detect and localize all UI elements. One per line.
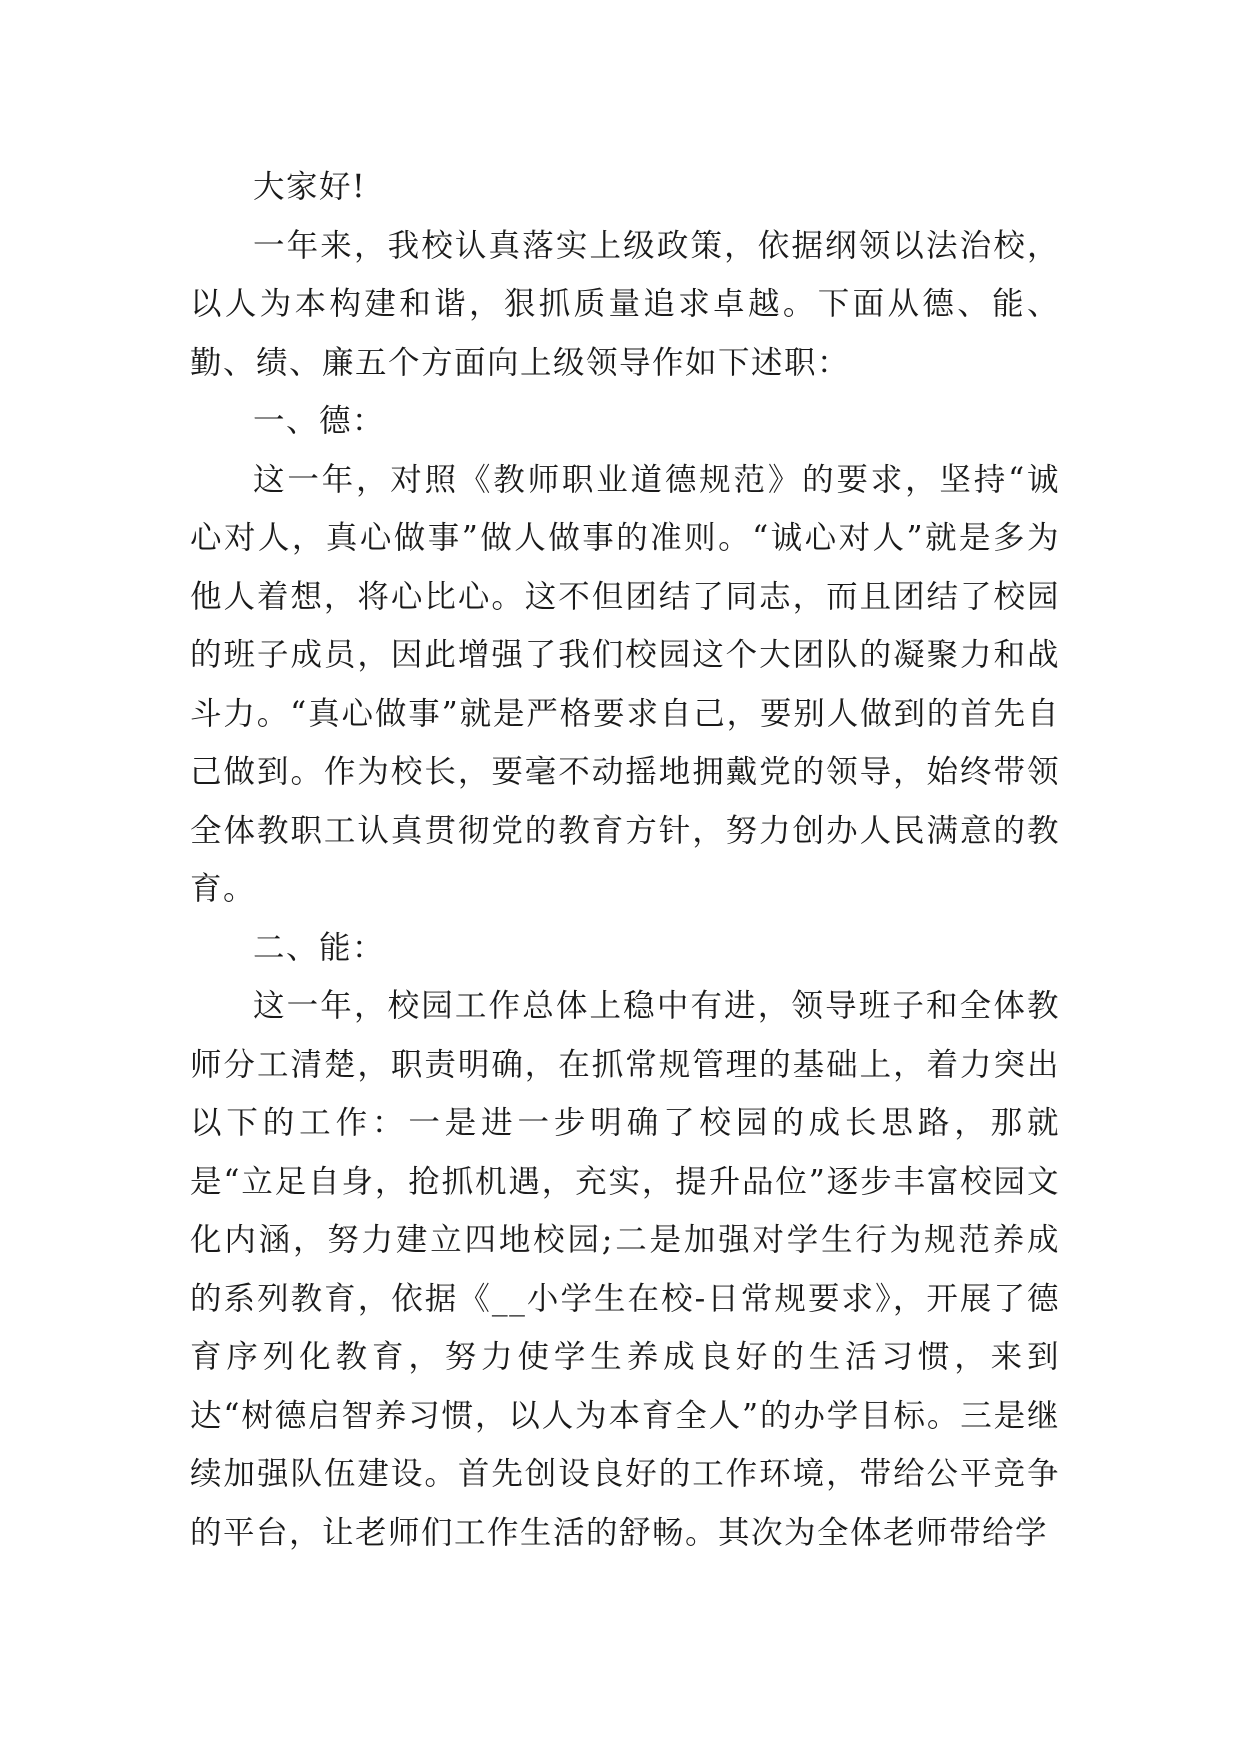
intro-paragraph: 一年来，我校认真落实上级政策，依据纲领以法治校，以人为本构建和谐，狠抓质量追求卓越。下面从德、能、勤、绩、廉五个方面向上级领导作如下述职： <box>190 227 1060 381</box>
section-heading-neng: 二、能： <box>253 929 386 966</box>
section-body-de: 这一年，对照《教师职业道德规范》的要求，坚持“诚心对人，真心做事”做人做事的准则。“诚心对人”就是多为他人着想，将心比心。这不但团结了同志，而且团结了校园的班子成员，因此增强了我们校园这个大团队的凝聚力和战斗力。“真心做事”就是严格要求自己，要别人做到的首先自己做到。作为校长，要毫不动摇地拥戴党的领导，始终带领全体教职工认真贯彻党的教育方针，努力创办人民满意的教育。 <box>190 461 1060 907</box>
greeting-paragraph: 大家好! <box>253 169 367 205</box>
document-body <box>190 158 1060 1562</box>
section-body-neng: 这一年，校园工作总体上稳中有进，领导班子和全体教师分工清楚，职责明确，在抓常规管理的基础上，着力突出以下的工作：一是进一步明确了校园的成长思路，那就是“立足自身，抢抓机遇，充实，提升品位”逐步丰富校园文化内涵，努力建立四地校园;二是加强对学生行为规范养成的系列教育，依据《__小学生在校-日常规要求》，开展了德育序列化教育，努力使学生养成良好的生活习惯，来到达“树德启智养习惯，以人为本育全人”的办学目标。三是继续加强队伍建设。首先创设良好的工作环境，带给公平竞争的平台，让老师们工作生活的舒畅。其次为全体老师带给学 <box>190 988 1060 1551</box>
section-heading-de: 一、德： <box>253 403 386 439</box>
